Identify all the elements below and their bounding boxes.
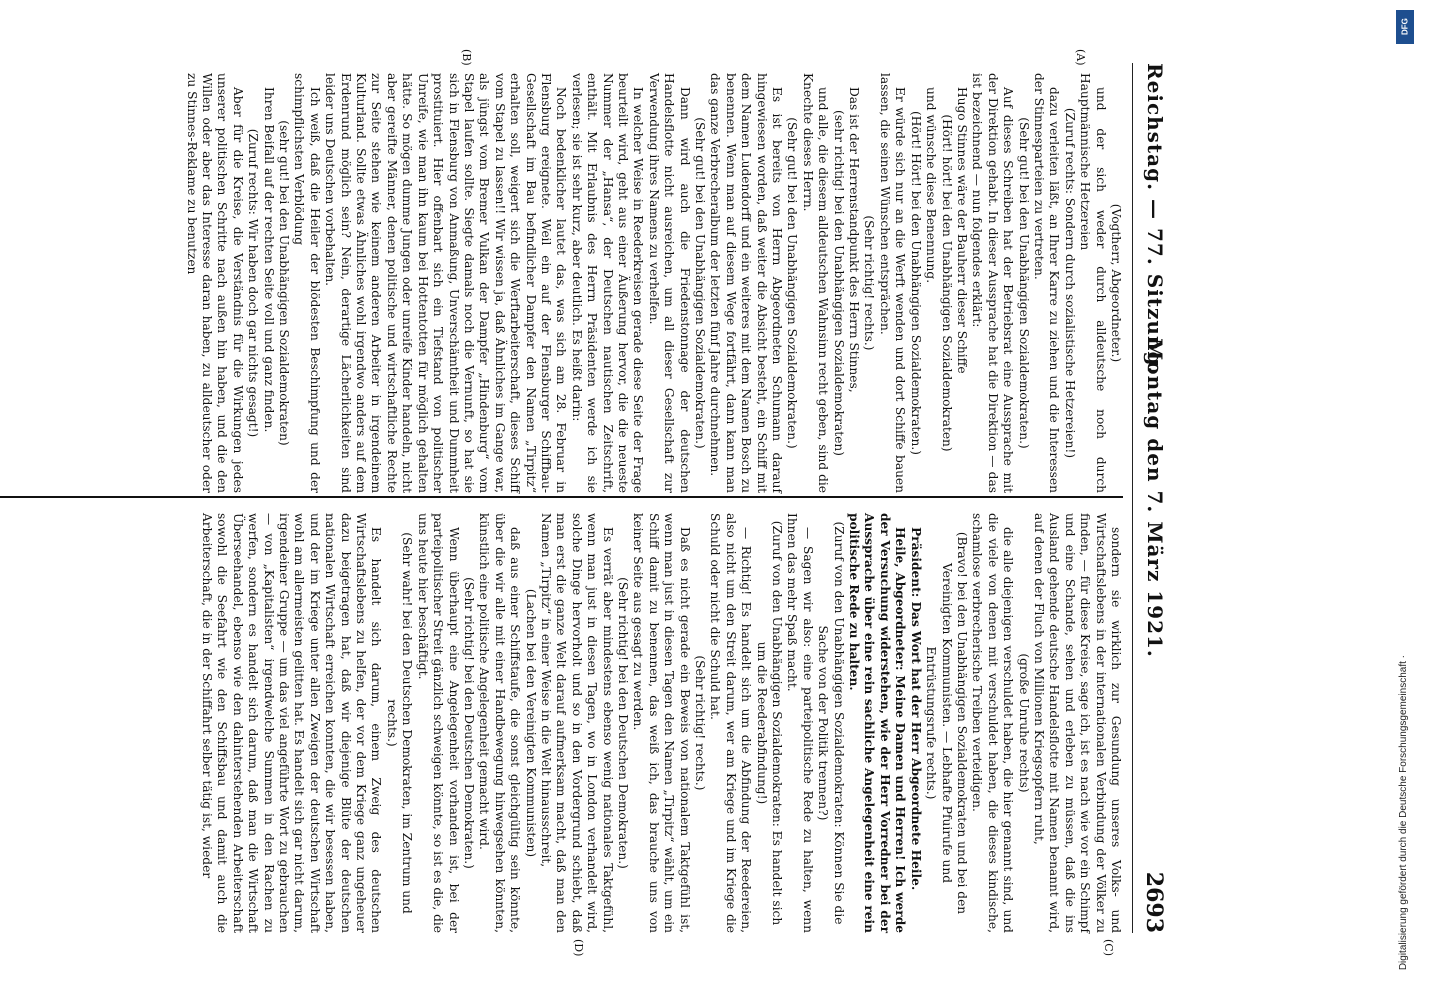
column-divider	[0, 496, 1123, 498]
left-column	[183, 73, 1123, 493]
right-column-paragraph: (Sehr wahr! bei den Deutschen Demokraten, im Zentrum und rechts.)	[384, 532, 415, 914]
right-column-paragraph: Wenn überhaupt eine Angelegenheit vorhanden ist, bei der parteipolitischer Streit gänzlich schweigen könnte, so ist es die, die uns heute hier beschäftigt.	[415, 513, 461, 933]
credit-text: Digitalisierung gefördert durch die Deutsche Forschungsgemeinschaft ·	[1398, 654, 1409, 970]
left-column-paragraph: Aber für die Kreise, die Verständnis für die Wirkungen jedes unserer politischen Schritte nach außen hin haben, und die den Willen oder aber das Interesse daran haben, zu alldeutscher oder zu Stinnes-Reklame zu benutzen	[184, 73, 245, 493]
rotated-page	[0, 43, 1185, 957]
right-column-paragraph: (Zuruf von den Unabhängigen Sozialdemokraten: Können Sie die Sache von der Politik trennen?)	[816, 521, 846, 925]
right-column-paragraph: Präsident: Das Wort hat der Herr Abgeordnete Heile.	[908, 527, 923, 891]
right-column-paragraph: (Sehr richtig! bei den Deutschen Demokraten.)	[461, 577, 476, 869]
header-rule	[1132, 63, 1133, 933]
left-column-paragraph: (Zuruf rechts: Wir haben doch gar nichts gesagt!)	[246, 128, 261, 438]
left-column-paragraph: und alle, die diesem alldeutschen Wahnsinn recht geben, sind die Knechte dieses Herrn.	[800, 73, 831, 493]
left-column-paragraph: (sehr richtig! bei den Unabhängigen Sozialdemokraten)	[831, 110, 846, 456]
left-column-paragraph: Ich weiß, daß die Heiler der blödesten Beschimpfung und der schimpflichsten Verblödung	[292, 73, 322, 493]
left-column-paragraph: und der sich weder durch alldeutsche noch durch Hauptmännische Hetzereien	[1078, 73, 1108, 493]
right-column-paragraph: (Lachen bei den Vereinigten Kommunisten)	[523, 588, 538, 858]
right-column-paragraph: sondern sie wirklich zur Gesundung unseres Volks- und Wirtschaftslebens in der internationalen Verbindung der Völker zu finden, — für diese Kreise, sage ich, ist es nach wie vor ein Schimpf und eine Schande, sehen und erleben zu müssen, daß die ins Ausland gehende deutsche Handelsflotte mit Namen benannt wird, auf denen der Fluch von Millionen Kriegsopfern ruht,	[1031, 513, 1123, 933]
left-column-paragraph: und wünsche diese Benennung.	[924, 87, 939, 284]
page-number: 2693	[1141, 871, 1167, 933]
left-column-paragraph: (Zuruf rechts: Sondern durch sozialistische Hetzereien!)	[1062, 107, 1077, 459]
left-column-paragraph: Das ist der Herrenstandpunkt des Herrn Stinnes,	[847, 87, 862, 393]
right-column-paragraph: — Richtig! Es handelt sich um die Abfindung der Reedereien, also nicht um den Streit darum, wer am Kriege und im Kriege die Schuld oder nicht die Schuld hat.	[708, 513, 754, 933]
margin-marker-b: (B)	[460, 49, 473, 66]
right-column-paragraph: daß aus einer Schiffstaufe, die sonst gleichgültig sein könnte, über die wir alle mit einer Handbewegung hinwegsehen könnten, künstlich eine politische Angelegenheit gemacht wird.	[477, 513, 523, 933]
right-column-paragraph: (Sehr richtig! bei den Deutschen Demokraten.)	[616, 577, 630, 869]
right-column-paragraph: Es handelt sich darum, einem Zweig des deutschen Wirtschaftslebens zu helfen, der vor dem Kriege ganz ungeheuer dazu beigetragen hat, daß wir diejenige Blüte der deutschen nationalen Wirtschaft erreichen konnten, die wir besessen haben, und der im Kriege unter allen Zweigen der deutschen Wirtschaft wohl am allermeisten gelitten hat. Es handelt sich gar nicht darum, irgendeiner Gruppe — um das viel angeführte Wort zu gebrauchen — von „Kapitalisten“ irgendwelche Summen in den Rachen zu werfen, sondern es handelt sich darum, daß man die Wirtschaft Überseehandel, ebenso wie den dahinterstehenden Arbeiterschaft sowohl die Seefahrt wie den Schiffsbau und damit auch die Arbeiterschaft, die in der Schiffahrt selber tätig ist, wieder	[200, 513, 384, 933]
right-column-paragraph: Heile, Abgeordneter: Meine Damen und Herren! Ich werde der Versuchung widerstehen, wie der Herr Vorredner bei der Aussprache über eine rein sachliche Angelegenheit eine rein politische Rede zu halten.	[847, 513, 908, 933]
margin-marker-d: (D)	[572, 939, 585, 957]
right-column-paragraph: Es verrät aber mindestens ebenso wenig nationales Taktgefühl, wenn man just in diesen Tagen, wo in London verhandelt wird, solche Dinge hervorholt und so in den Vordergrund schiebt, daß man erst die ganze Welt darauf aufmerksam macht, daß man den Namen „Tirpitz“ in einer Weise in die Welt hinausschreit,	[538, 513, 615, 933]
right-column-paragraph: (Sehr richtig! rechts.)	[693, 655, 708, 791]
margin-marker-a: (A)	[1074, 49, 1087, 66]
left-column-paragraph: (sehr gut! bei den Unabhängigen Sozialdemokraten)	[277, 120, 292, 446]
left-column-paragraph: Auf dieses Schreiben hat der Betriebsrat eine Aussprache mit der Direktion gehabt. In dieser Aussprache hat die Direktion — das ist bezeichnend — nun folgendes erklärt:	[970, 73, 1016, 493]
left-column-paragraph: (Hört! hört! bei den Unabhängigen Sozialdemokraten)	[939, 114, 954, 452]
right-column-paragraph: (große Unruhe rechts)	[1016, 653, 1031, 793]
digitization-credit	[1386, 10, 1430, 990]
right-column-paragraph: (Bravo! bei den Unabhängigen Sozialdemokraten und bei den Vereinigten Kommunisten. — Lebhafte Pfuirufe und Entrüstungsrufe rechts.)	[924, 531, 969, 915]
left-column-paragraph: (Sehr gut! bei den Unabhängigen Sozialdemokraten.)	[693, 117, 708, 449]
left-column-paragraph: Er würde sich nur an die Werft wenden und dort Schiffe bauen lassen, die seinen Wünschen entsprächen.	[877, 73, 908, 493]
left-column-paragraph: In welcher Weise in Reederkreisen gerade diese Seite der Frage beurteilt wird, geht aus einer Äußerung hervor, die die neueste Nummer der „Hansa“, der Deutschen nautischen Zeitschrift, enthält. Mit Erlaubnis des Herrn Präsidenten werde ich sie verlesen; sie ist sehr kurz, aber deutlich. Es heißt darin:	[569, 73, 646, 493]
right-column-paragraph: Daß es nicht gerade ein Beweis von nationalem Taktgefühl ist, wenn man just in diesen Tagen den Namen „Tirpitz“ wählt, um ein Schiff damit zu benennen, das weiß ich, das brauche uns von keiner Seite aus gesagt zu werden.	[631, 513, 692, 933]
left-column-paragraph: dazu verleiten läßt, an Ihrer Karre zu ziehen und die Interessen der Stinnesparteien zu vertreten.	[1031, 73, 1062, 493]
left-column-paragraph: Hugo Stinnes wäre der Bauherr dieser Schiffe	[954, 87, 969, 374]
dfg-logo-icon: DFG	[1396, 10, 1414, 44]
left-column-paragraph: Es ist bereits von Herrn Abgeordneten Schumann darauf hingewiesen worden, daß weiter die Absicht besteht, ein Schiff mit dem Namen Ludendorff und ein weiteres mit dem Namen Bosch zu benennen. Wenn man auf diesem Wege fortfährt, dann kann man das ganze Verbrecheralbum der letzten fünf Jahre durchnehmen.	[708, 73, 785, 493]
right-column-paragraph: die alle diejenigen verschuldet haben, die hier genannt sind, und die viele von denen mit verschuldet haben, die dieses kindische, schamlose verbrecherische Treiben verteidigen.	[970, 513, 1016, 933]
left-column-paragraph: (Vogtherr, Abgeordneter.)	[1109, 203, 1123, 363]
right-column	[199, 513, 1123, 933]
header-date: Montag den 7. März 1921.	[1143, 338, 1167, 658]
margin-marker-c: (C)	[1102, 939, 1115, 956]
right-column-paragraph: (Zuruf von den Unabhängigen Sozialdemokraten: Es handelt sich um die Reederabfindung!)	[754, 520, 785, 926]
left-column-paragraph: (Hört! Hört! bei den Unabhängigen Sozialdemokraten.)	[908, 111, 923, 455]
left-column-paragraph: Dann wird auch die Friedenstonnage der deutschen Handelsflotte nicht ausreichen, um all dieser Gesellschaft zur Verwendung ihres Namens zu verhelfen.	[646, 73, 692, 493]
right-column-paragraph: — Sagen wir also: eine parteipolitische Rede zu halten, wenn Ihnen das mehr Spaß macht.	[785, 513, 815, 933]
left-column-paragraph: Ihren Beifall auf der rechten Seite voll und ganz finden.	[261, 87, 276, 433]
left-column-paragraph: Noch bedenklicher lautet das, was sich am 28. Februar in Flensburg ereignete. Weil ein auf der Flensburger Schiffbau-Gesellschaft im Bau befindlicher Dampfer den Namen „Tirpitz“ erhalten soll, weigert sich die Werftarbeiterschaft, dieses Schiff vom Stapel zu lassen!! Wir wissen ja, daß Ähnliches im Gange war, als jüngst vom Bremer Vulkan der Dampfer „Hindenburg“ vom Stapel laufen sollte. Siegte damals noch die Vernunft, so hat sie sich in Flensburg von Anmaßung, Unverschämtheit und Dummheit prostituiert. Hier offenbart sich ein Tiefstand von politischer Unreife, wie man ihn kaum bei Hottentotten für möglich gehalten hätte. So mögen dumme Jungen oder unreife Kinder handeln, nicht aber gereifte Männer, denen politische und wirtschaftliche Rechte zur Seite stehen wie keinem anderen Arbeiter in irgendeinem Kulturland. Sollte etwas Ähnliches wohl irgendwo anders auf dem Erdenrund möglich sein? Nein, derartige Lächerlichkeiten sind leider uns Deutschen vorbehalten.	[323, 73, 569, 493]
left-column-paragraph: (Sehr richtig! rechts.)	[862, 215, 877, 351]
left-column-paragraph: (Sehr gut! bei den Unabhängigen Sozialdemokraten.)	[785, 117, 800, 449]
header-title: Reichstag. — 77. Sitzung.	[1143, 63, 1167, 375]
page-header	[1131, 63, 1171, 933]
left-column-paragraph: (Sehr gut! bei den Unabhängigen Sozialdemokraten.)	[1016, 117, 1031, 449]
